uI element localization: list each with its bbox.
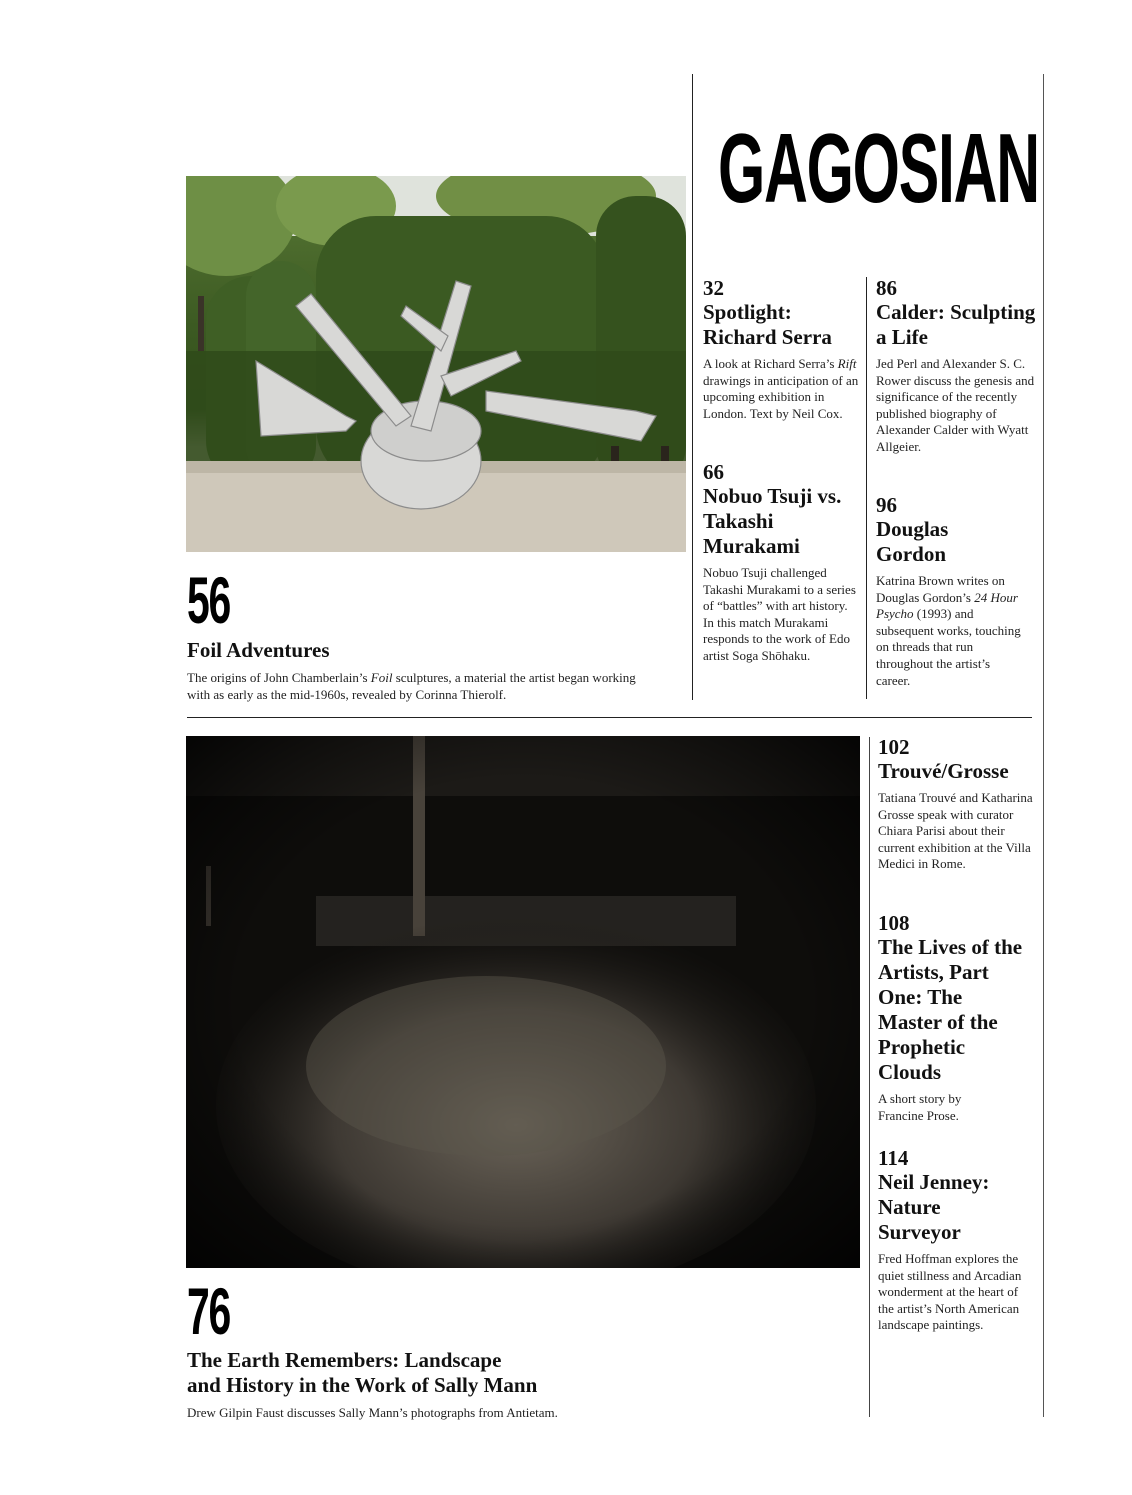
toc-description: Jed Perl and Alexander S. C. Rower discuss the genesis and significance of the recently published biography of Alexander Calder with Wyatt Allgeier. <box>876 356 1035 454</box>
toc-description: Nobuo Tsuji challenged Takashi Murakami to a series of “battles” with art history. In this match Murakami responds to the work of Edo artist Soga Shōhaku. <box>703 565 856 663</box>
toc-title: Trouvé/Grosse <box>878 759 1009 783</box>
toc-entry[interactable] <box>703 276 861 422</box>
column-divider-inner-top <box>866 277 867 699</box>
toc-page-number: 32 <box>703 276 724 300</box>
toc-description: Tatiana Trouvé and Katharina Grosse speak with curator Chiara Parisi about their current exhibition at the Villa Medici in Rome. <box>878 790 1033 872</box>
column-divider-inner-bottom <box>869 737 870 1417</box>
toc-title: The Lives of the Artists, Part One: The Master of the Prophetic Clouds <box>878 935 1023 1084</box>
toc-entry[interactable] <box>878 911 1028 1124</box>
toc-description: A look at Richard Serra’s Rift drawings in anticipation of an upcoming exhibition in London. Text by Neil Cox. <box>703 356 859 421</box>
feature-page-number: 76 <box>187 1274 231 1348</box>
toc-page-number: 108 <box>878 911 910 935</box>
feature-description: Drew Gilpin Faust discusses Sally Mann’s photographs from Antietam. <box>187 1405 558 1420</box>
toc-page-number: 102 <box>878 735 910 759</box>
section-rule <box>187 717 1032 718</box>
feature-title[interactable]: The Earth Remembers: Landscape and History in the Work of Sally Mann <box>187 1348 538 1397</box>
toc-entry[interactable] <box>878 1146 1036 1334</box>
foil-sculpture-illustration <box>186 176 686 552</box>
toc-title: Douglas Gordon <box>876 517 949 566</box>
toc-entry[interactable] <box>876 493 1036 689</box>
feature-image-sally-mann-landscape <box>186 736 860 1268</box>
toc-entry[interactable] <box>703 460 861 665</box>
toc-title: Calder: Sculpting a Life <box>876 300 1036 349</box>
column-divider-right <box>1043 74 1044 1417</box>
column-divider-left <box>692 74 693 700</box>
feature-description: The origins of John Chamberlain’s Foil sculptures, a material the artist began working with as early as the mid-1960s, revealed by Corinna Thierolf. <box>187 670 636 702</box>
toc-entry[interactable] <box>878 735 1036 873</box>
toc-page-number: 96 <box>876 493 897 517</box>
toc-title: Nobuo Tsuji vs. Takashi Murakami <box>703 484 842 558</box>
toc-title: Neil Jenney: Nature Surveyor <box>878 1170 990 1244</box>
toc-page-number: 114 <box>878 1146 909 1170</box>
masthead-logo: GAGOSIAN <box>718 113 1039 223</box>
toc-entry[interactable] <box>876 276 1036 456</box>
toc-page-number: 86 <box>876 276 897 300</box>
toc-page-number: 66 <box>703 460 724 484</box>
feature-page-number: 56 <box>187 563 231 637</box>
toc-description: Fred Hoffman explores the quiet stillness and Arcadian wonderment at the heart of the artist’s North American landscape paintings. <box>878 1251 1022 1333</box>
toc-title: Spotlight: Richard Serra <box>703 300 832 349</box>
toc-description: A short story by Francine Prose. <box>878 1091 962 1123</box>
feature-title[interactable]: Foil Adventures <box>187 638 330 662</box>
toc-description: Katrina Brown writes on Douglas Gordon’s 24 Hour Psycho (1993) and subsequent works, touching on threads that run throughout the artist’s career. <box>876 573 1021 688</box>
feature-image-foil-sculpture <box>186 176 686 552</box>
landscape-photo-illustration <box>186 736 860 1268</box>
